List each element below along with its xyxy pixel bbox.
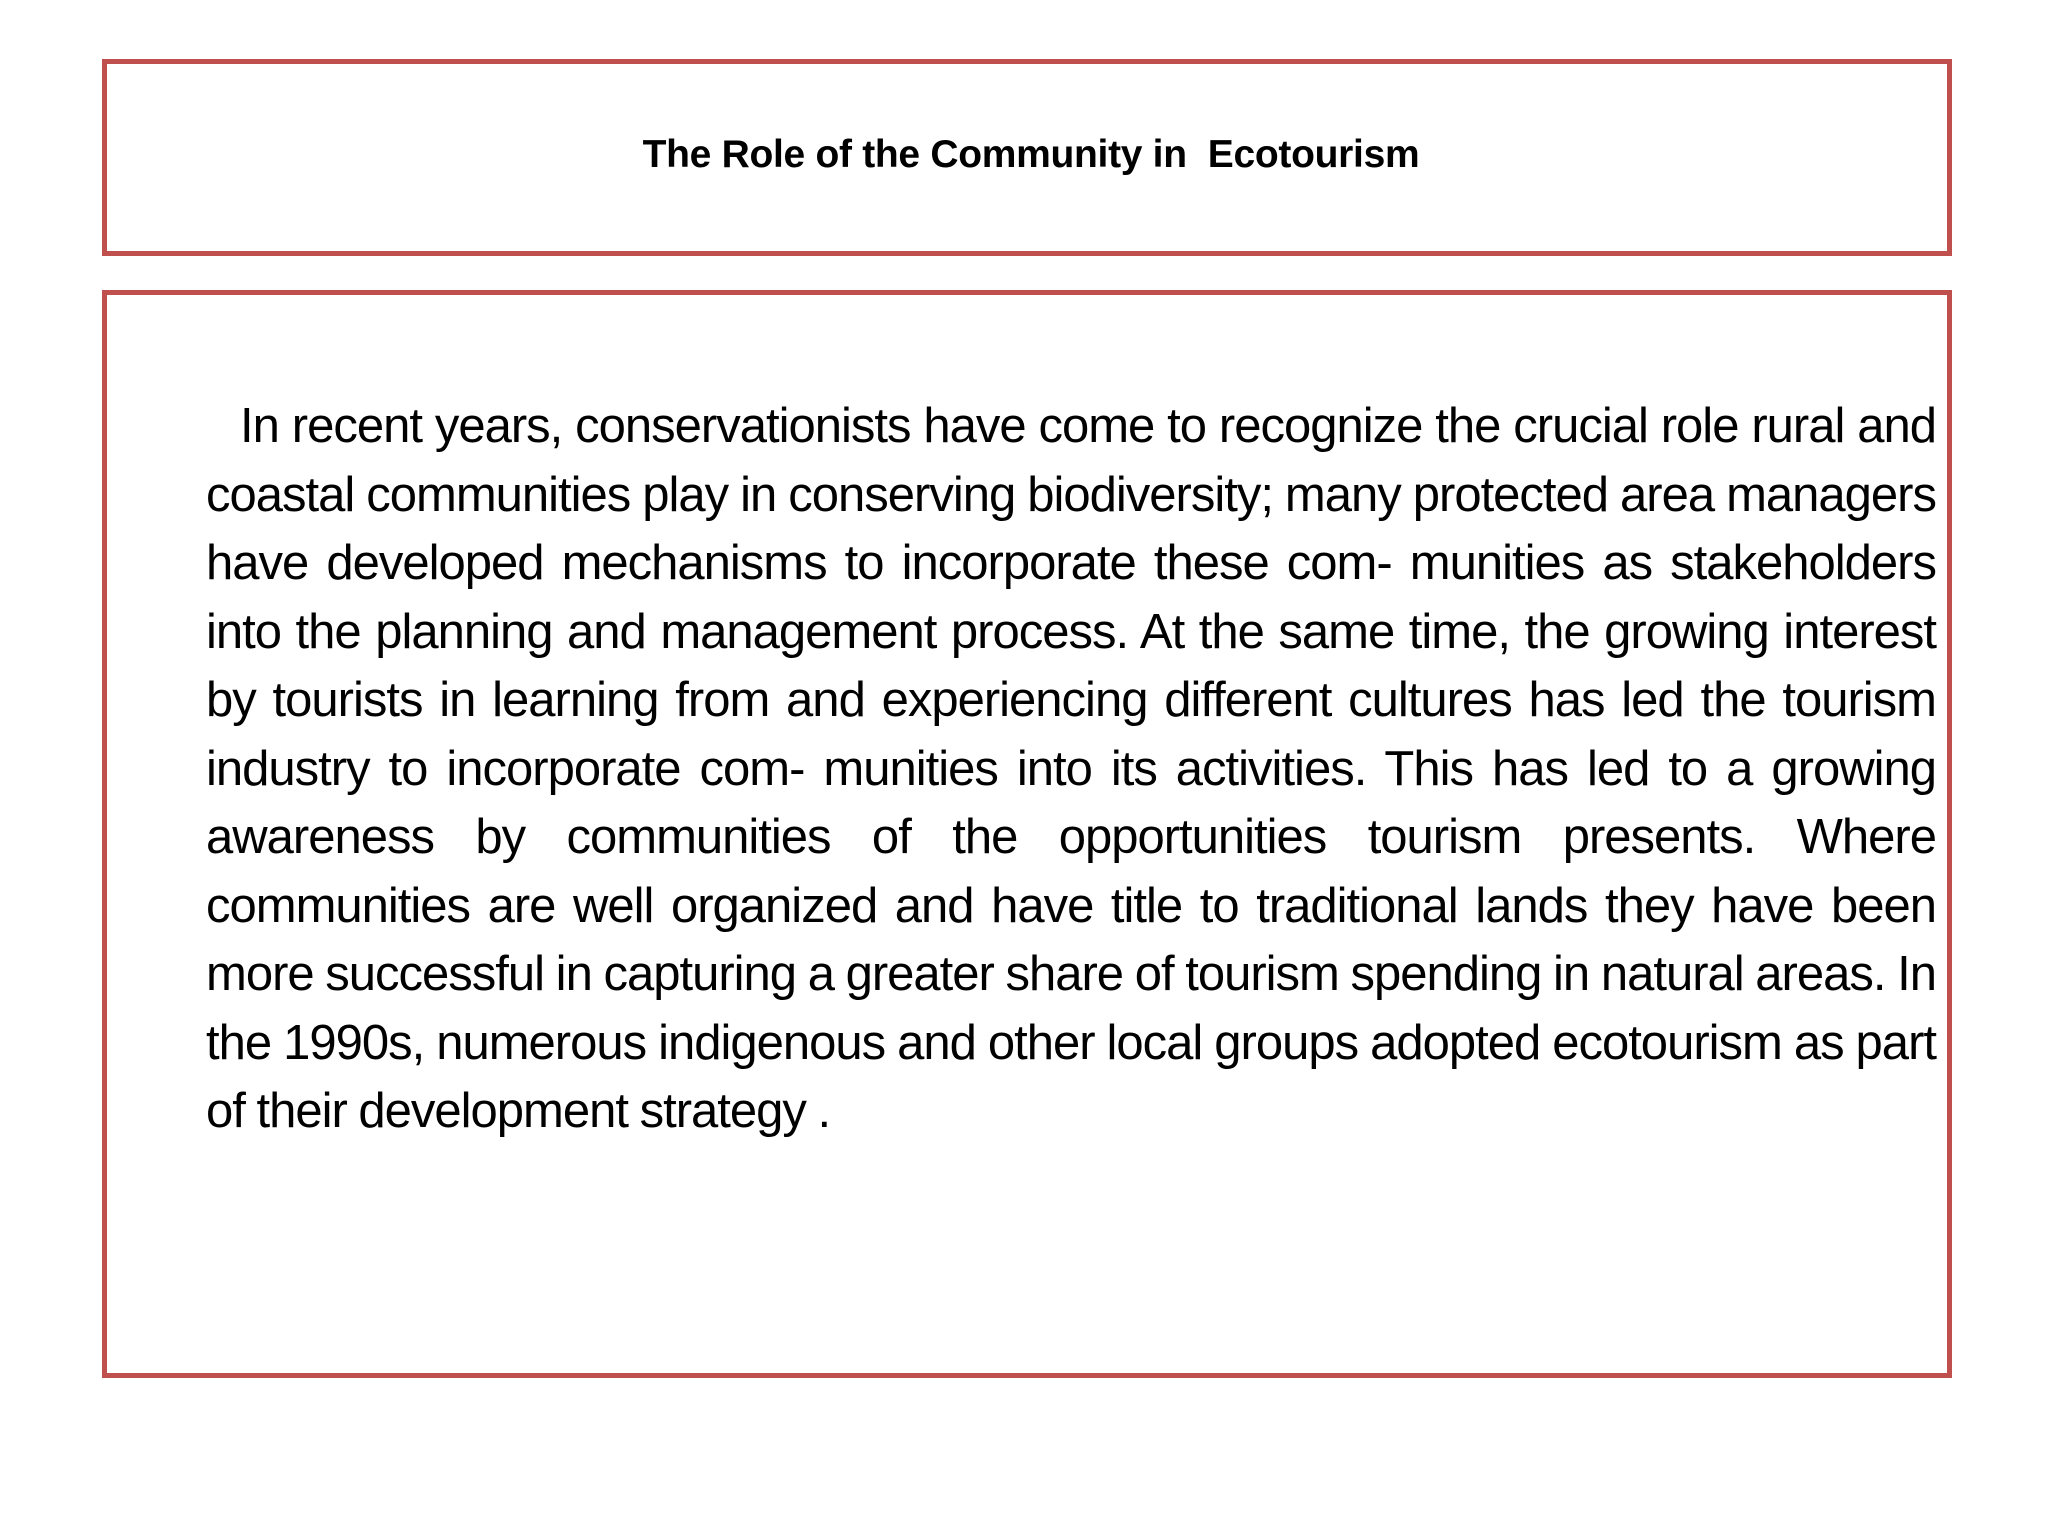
slide-title: The Role of the Community in Ecotourism [642,132,1420,176]
content-box [102,290,1952,1378]
title-box [102,59,1952,256]
body-paragraph: In recent years, conservationists have come to recognize the crucial role rural and coastal communities play in conserving biodiversity; many protected area managers have developed mechanisms to incorporate these com- munities as stakeholders into the planning and management process. At the same time, the growing interest by tourists in learning from and experiencing different cultures has led the tourism industry to incorporate com- munities into its activities. This has led to a growing awareness by communities of the opportunities tourism presents. Where communities are well organized and have title to traditional lands they have been more successful in capturing a greater share of tourism spending in natural areas. In the 1990s, numerous indigenous and other local groups adopted ecotourism as part of their development strategy . [206,399,1936,1138]
